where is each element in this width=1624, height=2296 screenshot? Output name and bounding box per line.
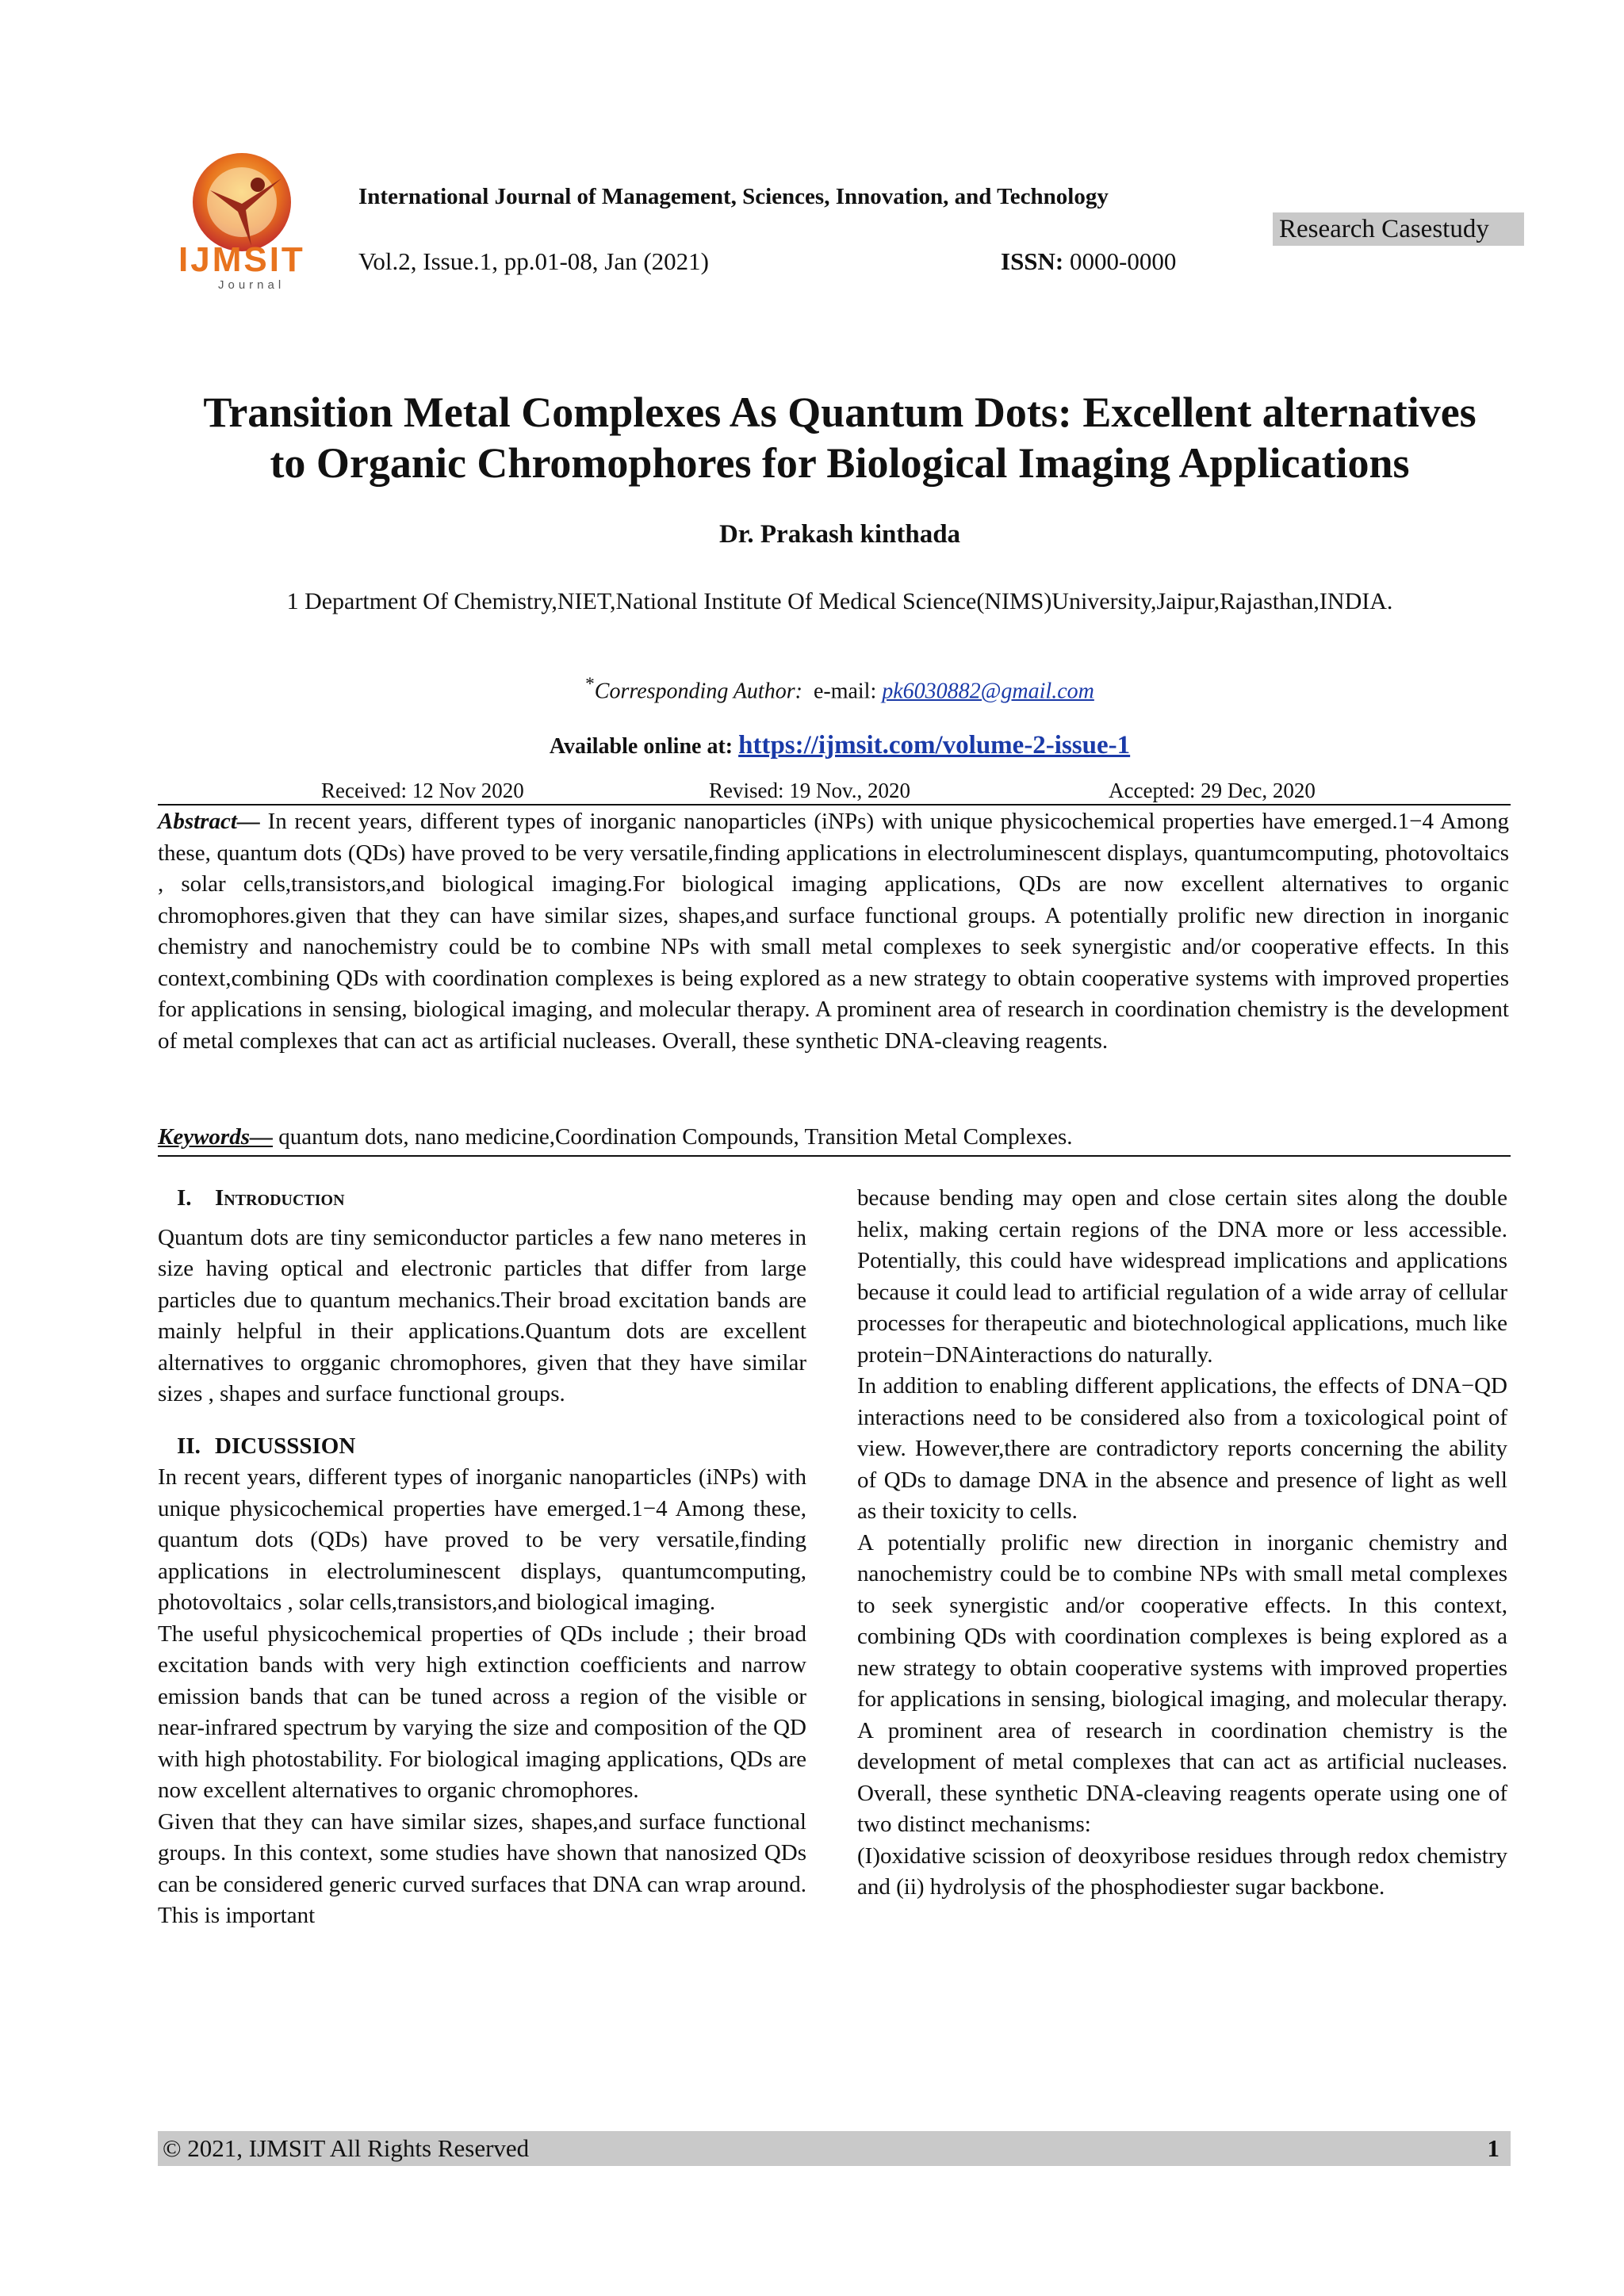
revised-date: Revised: 19 Nov., 2020 — [709, 779, 910, 802]
article-type-badge: Research Casestudy — [1273, 212, 1524, 246]
paragraph: A potentially prolific new direction in inorganic chemistry and nanochemistry could be to combine NPs with small metal complexes to seek synergistic and/or cooperative effects. In this context, combining QDs with coordination complexes is being explored as a new strategy to obtain cooperative systems with improved properties for applications in sensing, biological imaging, and molecular therapy. A prominent area of research in coordination chemistry is the development of metal complexes that can act as artificial nucleases. Overall, these synthetic DNA-cleaving reagents operate using one of two distinct mechanisms: — [857, 1529, 1507, 1837]
right-column — [857, 1183, 1507, 1904]
paragraph: Quantum dots are tiny semiconductor particles a few nano meteres in size having optical and electronic particles that differ from large particles due to quantum mechanics.Their broad excitation bands are mainly helpful in their applications.Quantum dots are excellent alternatives to orgganic chromophores, given that they have similar sizes , shapes and surface functional groups. — [158, 1224, 806, 1406]
received-date: Received: 12 Nov 2020 — [321, 779, 524, 802]
corr-label: Corresponding Author: — [594, 679, 802, 704]
divider-top — [158, 804, 1511, 806]
paragraph: Given that they can have similar sizes, shapes,and surface functional groups. In this context, some studies have shown that nanosized QDs can be considered generic curved surfaces that DNA can wrap around. This is important — [158, 1808, 806, 1928]
abstract-text: In recent years, different types of inorganic nanoparticles (iNPs) with unique physicochemical properties have emerged.1−4 Among these, quantum dots (QDs) have proved to be very versatile,finding applications in electroluminescent displays, quantumcomputing, photovoltaics , solar cells,transistors,and biological imaging.For biological imaging applications, QDs are now excellent alternatives to organic chromophores.given that they can have similar sizes, shapes,and surface functional groups. A potentially prolific new direction in inorganic chemistry and nanochemistry could be to combine NPs with small metal complexes to seek synergistic and/or cooperative effects. In this context,combining QDs with coordination complexes is being explored as a new strategy to obtain cooperative systems with improved properties for applications in sensing, biological imaging, and molecular therapy. A prominent area of research in coordination chemistry is the development of metal complexes that can act as artificial nucleases. Overall, these synthetic DNA-cleaving reagents. — [158, 809, 1510, 1054]
copyright: © 2021, IJMSIT All Rights Reserved — [163, 2134, 530, 2162]
author-name: Dr. Prakash kinthada — [718, 520, 961, 549]
section-heading-introduction — [158, 1183, 806, 1215]
abstract-label: Abstract— — [158, 809, 260, 834]
keywords-label: Keywords— — [158, 1124, 273, 1150]
title-line-1: Transition Metal Complexes As Quantum Dots: Excellent alternatives — [203, 388, 1477, 436]
section-number: II. — [177, 1433, 201, 1459]
affiliation: 1 Department Of Chemistry,NIET,National Institute Of Medical Science(NIMS)University,Jaipur,Rajasthan,INDIA. — [286, 588, 1393, 614]
page-footer — [158, 2131, 1511, 2166]
divider-keywords — [158, 1155, 1511, 1157]
article-title — [119, 387, 1561, 488]
available-online — [119, 731, 1561, 760]
keywords — [158, 1124, 1522, 1150]
accepted-date: Accepted: 29 Dec, 2020 — [1109, 779, 1316, 802]
paragraph: (I)oxidative scission of deoxyribose residues through redox chemistry and (ii) hydrolysis of the phosphodiester sugar backbone. — [857, 1843, 1507, 1900]
article-url-link[interactable]: https://ijmsit.com/volume-2-issue-1 — [738, 731, 1131, 760]
corresponding-author — [119, 674, 1561, 704]
abstract — [158, 806, 1509, 1057]
journal-name: International Journal of Management, Sciences, Innovation, and Technology — [358, 184, 1109, 209]
issn-label: ISSN: — [1001, 247, 1064, 275]
paragraph: because bending may open and close certain sites along the double helix, making certain regions of the DNA more or less accessible. Potentially, this could have widespread implications and applications because it could lead to artificial regulation of a wide array of cellular processes for therapeutic and biotechnological applications, much like protein−DNAinteractions do naturally. — [857, 1185, 1507, 1368]
email-label: e-mail: — [813, 679, 877, 704]
section-heading-discussion — [158, 1431, 806, 1463]
title-line-2: to Organic Chromophores for Biological Imaging Applications — [270, 439, 1410, 487]
available-label: Available online at: — [549, 734, 733, 759]
paragraph: In addition to enabling different applications, the effects of DNA−QD interactions need to be considered also from a toxicological point of view. However,there are contradictory reports concerning the ability of QDs to damage DNA in the absence and presence of light as well as their toxicity to cells. — [857, 1373, 1507, 1524]
logo-text: IJMSIT — [178, 240, 305, 279]
paragraph: In recent years, different types of inorganic nanoparticles (iNPs) with unique physicochemical properties have emerged.1−4 Among these, quantum dots (QDs) have proved to be very versatile,finding applications in electroluminescent displays, quantumcomputing, photovoltaics , solar cells,transistors,and biological imaging. — [158, 1464, 806, 1615]
section-title: DICUSSSION — [215, 1433, 356, 1459]
corr-mark: * — [585, 674, 595, 695]
page-number: 1 — [1487, 2134, 1500, 2162]
keywords-text: quantum dots, nano medicine,Coordination Compounds, Transition Metal Complexes. — [278, 1124, 1073, 1150]
journal-logo — [163, 147, 333, 293]
paragraph: The useful physicochemical properties of QDs include ; their broad excitation bands with very high extinction coefficients and narrow emission bands that can be tuned across a region of the visible or near-infrared spectrum by varying the size and composition of the QD with high photostability. For biological imaging applications, QDs are now excellent alternatives to organic chromophores. — [158, 1621, 806, 1803]
section-title: Introduction — [215, 1185, 345, 1211]
section-number: I. — [177, 1185, 192, 1211]
dates-row — [159, 779, 1521, 804]
issn — [1001, 247, 1176, 276]
volume-info: Vol.2, Issue.1, pp.01-08, Jan (2021) — [358, 247, 710, 275]
logo-subtext: Journal — [218, 278, 285, 292]
left-column — [158, 1183, 806, 1932]
issn-value: 0000-0000 — [1070, 247, 1177, 275]
email-link[interactable]: pk6030882@gmail.com — [882, 679, 1094, 704]
